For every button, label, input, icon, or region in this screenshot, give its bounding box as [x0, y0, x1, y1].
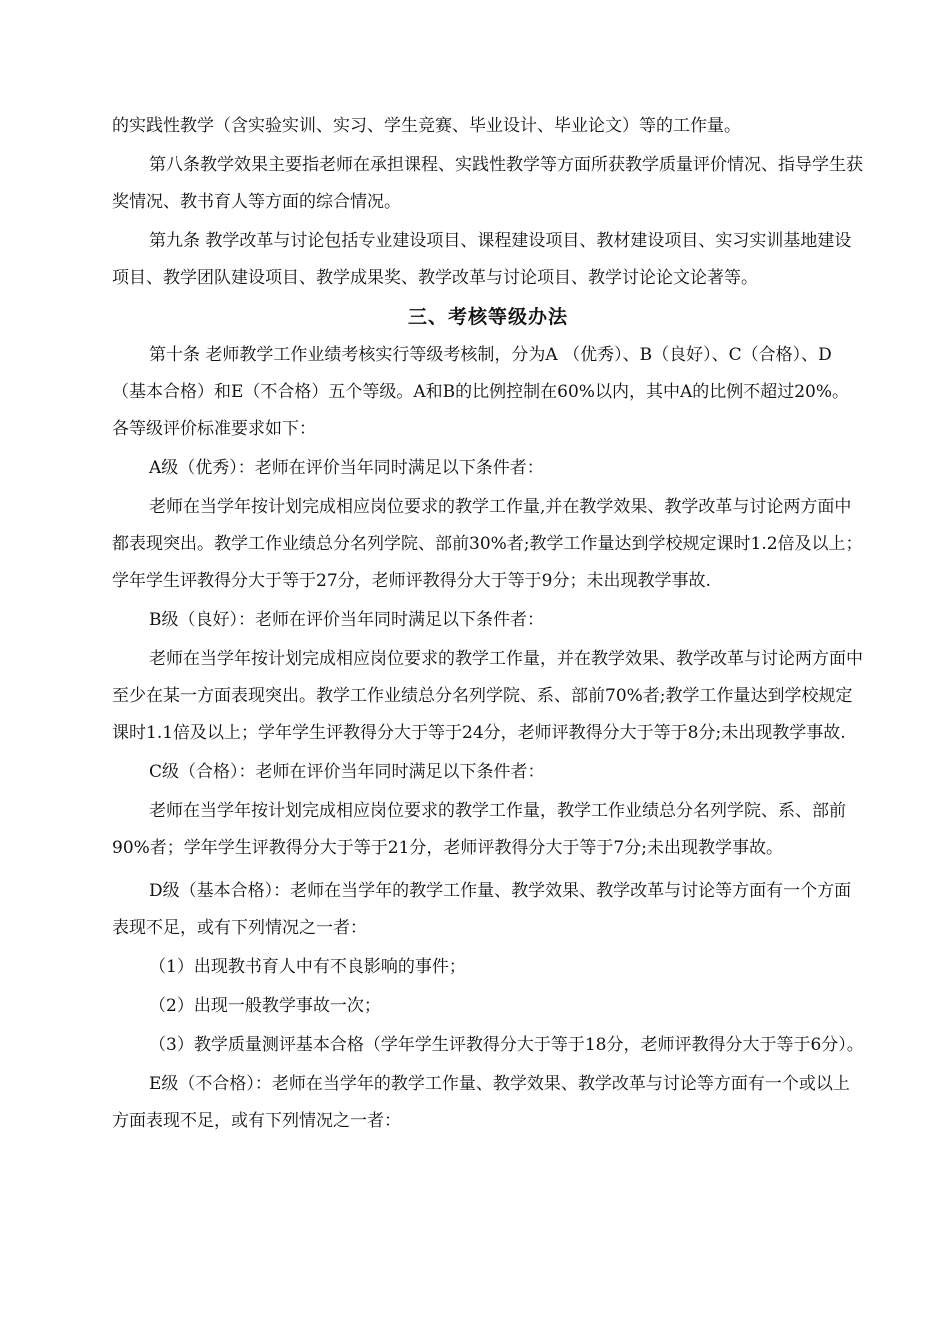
paragraph-article-8: 第八条教学效果主要指老师在承担课程、实践性教学等方面所获教学质量评价情况、指导学生获奖情况、教书育人等方面的综合情况。	[112, 155, 863, 212]
grade-d-item-2: （2）出现一般教学事故一次；	[149, 996, 381, 1016]
grade-d-title: D级（基本合格）：老师在当学年的教学工作量、教学效果、教学改革与讨论等方面有一个方面表现不足，或有下列情况之一者：	[112, 881, 852, 938]
section-heading: 三、考核等级办法	[407, 306, 568, 328]
paragraph-practice-workload: 的实践性教学（含实验实训、实习、学生竞赛、毕业设计、毕业论文）等的工作量。	[112, 116, 741, 136]
grade-c-body: 老师在当学年按计划完成相应岗位要求的教学工作量，教学工作业绩总分名列学院、系、部前90%者；学年学生评教得分大于等于21分，老师评教得分大于等于7分;未出现教学事故。	[112, 801, 846, 858]
grade-d-item-3: （3）教学质量测评基本合格（学年学生评教得分大于等于18分，老师评教得分大于等于6分）。	[149, 1035, 864, 1055]
document-body	[112, 108, 864, 1140]
grade-b-body: 老师在当学年按计划完成相应岗位要求的教学工作量，并在教学效果、教学改革与讨论两方面中至少在某一方面表现突出。教学工作业绩总分名列学院、系、部前70%者;教学工作量达到学校规定课时1.1倍及以上；学年学生评教得分大于等于24分，老师评教得分大于等于8分;未出现教学事故.	[112, 649, 863, 743]
grade-c-title: C级（合格）：老师在评价当年同时满足以下条件者：	[149, 762, 545, 782]
grade-a-body: 老师在当学年按计划完成相应岗位要求的教学工作量,并在教学效果、教学改革与讨论两方面中都表现突出。教学工作业绩总分名列学院、部前30%者;教学工作量达到学校规定课时1.2倍及以上；学年学生评教得分大于等于27分，老师评教得分大于等于9分；未出现教学事故.	[112, 497, 863, 591]
paragraph-article-10: 第十条 老师教学工作业绩考核实行等级考核制，分为A （优秀）、B（良好）、C（合格）、D（基本合格）和E（不合格）五个等级。A和B的比例控制在60%以内，其中A的比例不超过20%。各等级评价标准要求如下：	[112, 345, 850, 439]
paragraph-article-9: 第九条 教学改革与讨论包括专业建设项目、课程建设项目、教材建设项目、实习实训基地建设项目、教学团队建设项目、教学成果奖、教学改革与讨论项目、教学讨论论文论著等。	[112, 231, 852, 288]
grade-a-title: A级（优秀）：老师在评价当年同时满足以下条件者：	[149, 458, 544, 478]
grade-d-item-1: （1）出现教书育人中有不良影响的事件；	[149, 957, 466, 977]
grade-b-title: B级（良好）：老师在评价当年同时满足以下条件者：	[149, 610, 544, 630]
grade-e-title: E级（不合格）：老师在当学年的教学工作量、教学效果、教学改革与讨论等方面有一个或以上方面表现不足，或有下列情况之一者：	[112, 1074, 850, 1131]
